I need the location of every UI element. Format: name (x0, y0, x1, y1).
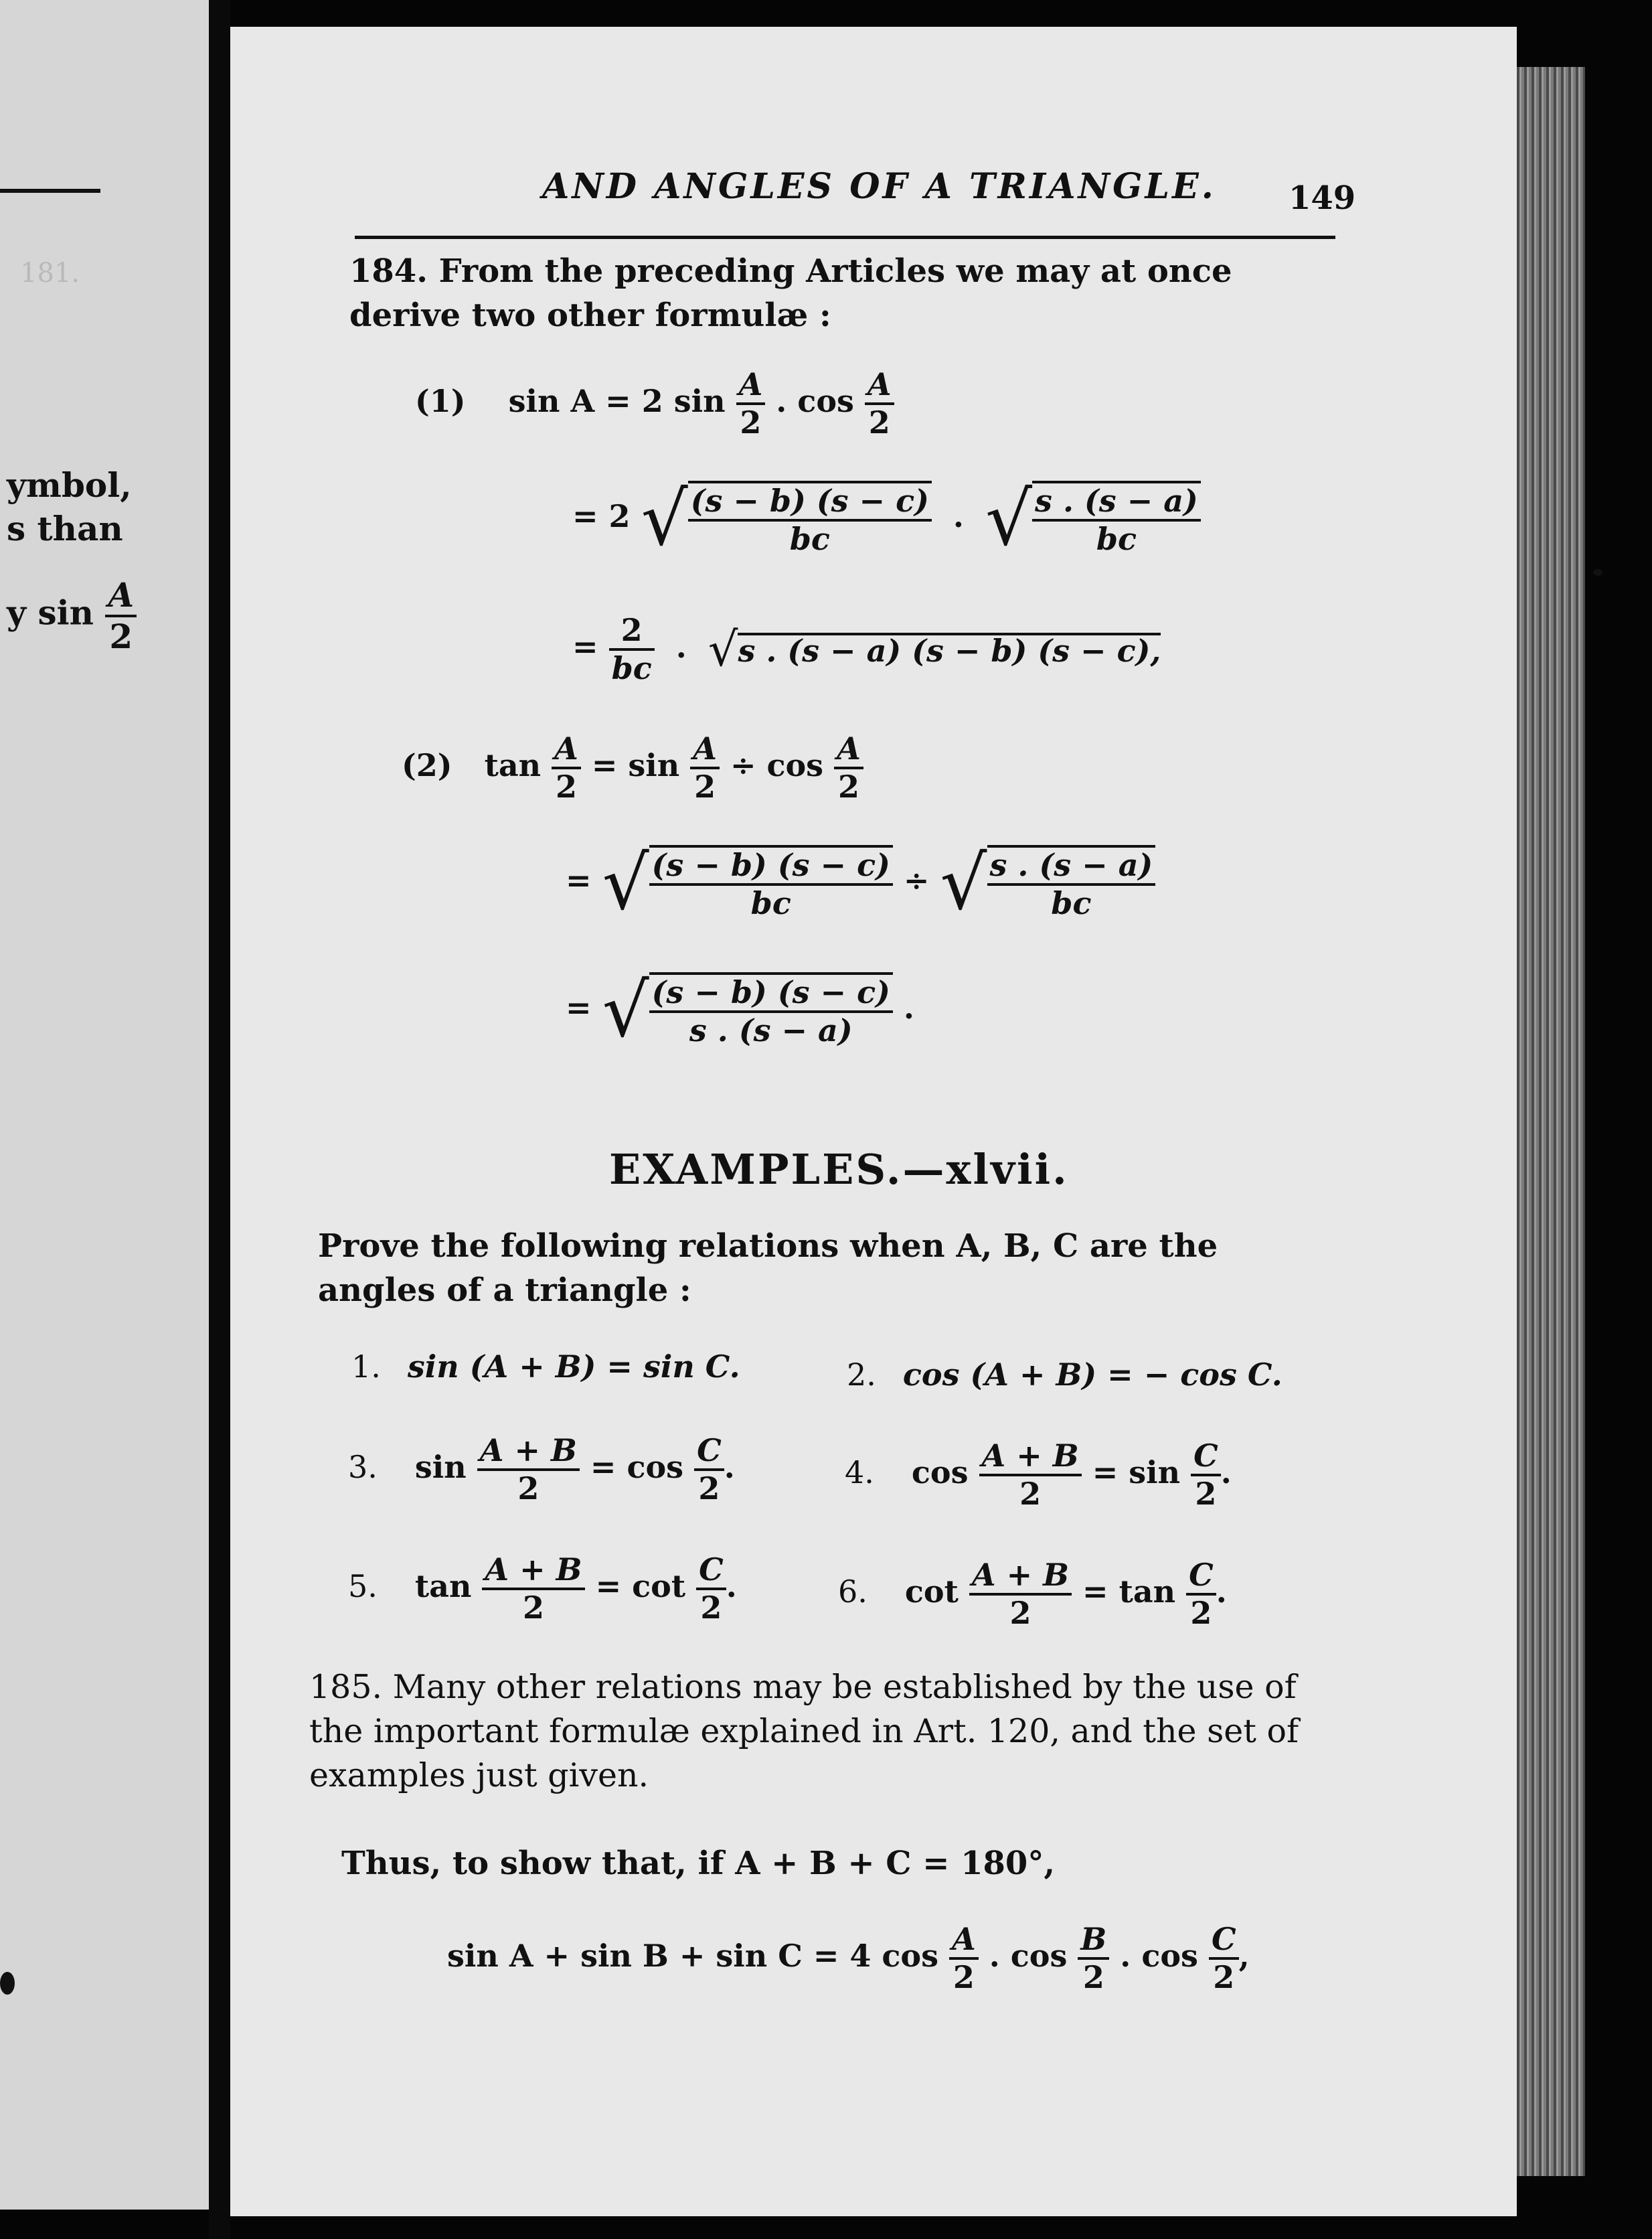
left-facing-page (0, 0, 209, 2210)
book-page (230, 27, 1517, 2216)
article-185-text: 185. Many other relations may be established by the use of the important formulæ explained in Art. 120, and the set of examples just given. (309, 1668, 1299, 1794)
formula-1-line-3: = $\frac{2}{bc}$ . √s . (s − a) (s − b) (s − c), (572, 612, 1161, 686)
radical-4: √ $\frac{(s - b) (s - c)}{bc}$ (602, 845, 893, 921)
formula-2-line-1: (2) tan $\frac{A}{2}$ = sin $\frac{A}{2}$ ÷ cos $\frac{A}{2}$ (402, 731, 863, 805)
thus-line: Thus, to show that, if A + B + C = 180°, (341, 1845, 1056, 1882)
example-3: 3. sin $\frac{A + B}{2}$ = cos $\frac{C}{2}$ . (348, 1432, 735, 1507)
book-gutter (209, 0, 230, 2239)
left-line-3: y sin $\frac{A}{2}$ (7, 576, 137, 655)
running-header: AND ANGLES OF A TRIANGLE. (542, 166, 1216, 207)
radical-6: √ $\frac{(s - b) (s - c)}{s . (s - a)}$ (602, 972, 893, 1049)
page-number: 149 (1289, 179, 1356, 217)
example-4: 4. cos $\frac{A + B}{2}$ = sin $\frac{C}{2}$ . (845, 1438, 1232, 1512)
left-line-2: s than (7, 509, 123, 548)
radical-3: √s . (s − a) (s − b) (s − c), (708, 621, 1161, 677)
left-fraction: $\frac{A}{2}$ (105, 576, 137, 655)
closing-formula: sin A + sin B + sin C = 4 cos $\frac{A}{2}$ . cos $\frac{B}{2}$ . cos $\frac{C}{2}$ , (447, 1921, 1250, 1995)
left-page-rule (0, 189, 100, 193)
examples-heading: EXAMPLES.—xlvii. (609, 1145, 1069, 1194)
left-line-1: ymbol, (7, 465, 132, 505)
example-6: 6. cot $\frac{A + B}{2}$ = tan $\frac{C}{2}$ . (838, 1557, 1227, 1631)
radical-2: √ $\frac{s . (s - a)}{bc}$ (985, 481, 1201, 557)
ink-spot (1593, 569, 1602, 576)
ink-spot (0, 1972, 15, 1995)
examples-intro: Prove the following relations when A, B, C are the angles of a triangle : (318, 1227, 1218, 1309)
header-rule (355, 236, 1335, 239)
example-2: 2. cos (A + B) = − cos C. (847, 1357, 1283, 1393)
example-5: 5. tan $\frac{A + B}{2}$ = cot $\frac{C}{2}$ . (348, 1551, 737, 1626)
article-184-text: 184. From the preceding Articles we may at once derive two other formulæ : (349, 252, 1232, 334)
formula-2-line-2: = √ $\frac{(s - b) (s - c)}{bc}$ ÷ √ $\frac{s . (s - a)}{bc}$ (566, 845, 1155, 921)
radical-5: √ $\frac{s . (s - a)}{bc}$ (940, 845, 1155, 921)
formula-2-line-3: = √ $\frac{(s - b) (s - c)}{s . (s - a)}$ . (566, 967, 914, 1053)
formula-1-line-1: (1) sin A = 2 sin $\frac{A}{2}$ . cos $\frac{A}{2}$ (415, 367, 894, 441)
example-1: 1. sin (A + B) = sin C. (351, 1348, 740, 1385)
formula-1-line-2: = 2 √ $\frac{(s - b) (s - c)}{bc}$ . √ $\frac{s . (s - a)}{bc}$ (572, 481, 1201, 557)
bleed-through-text: 181. (20, 258, 80, 289)
radical-1: √ $\frac{(s - b) (s - c)}{bc}$ (641, 481, 932, 557)
